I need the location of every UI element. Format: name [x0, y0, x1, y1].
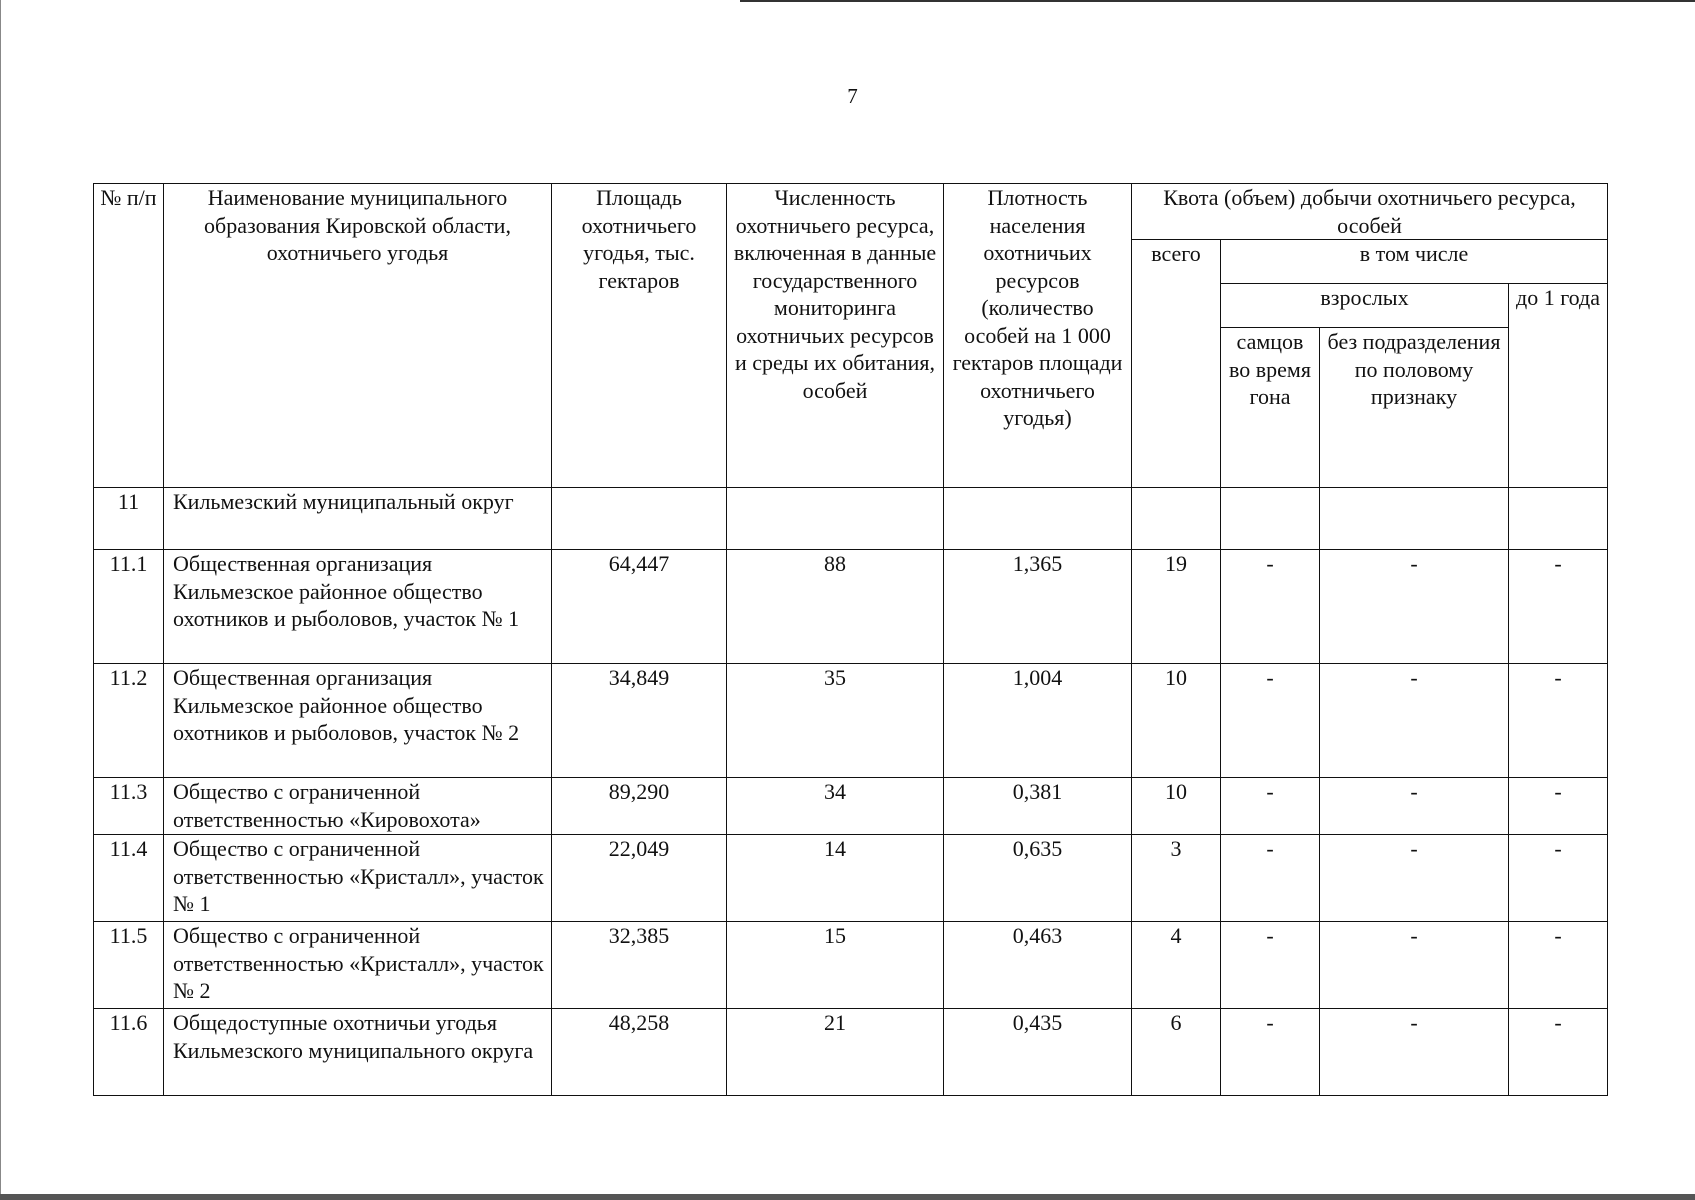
- cell-no-sex: -: [1320, 778, 1509, 835]
- table-row: [94, 835, 1608, 922]
- cell-under-one: -: [1509, 550, 1608, 664]
- cell-count: 35: [727, 664, 944, 778]
- header-area: Площадь охотничьего угодья, тыс. гектаров: [552, 184, 727, 488]
- table-row: [94, 778, 1608, 835]
- cell-no-sex: -: [1320, 1009, 1509, 1096]
- cell-area: 22,049: [552, 835, 727, 922]
- header-total: всего: [1132, 240, 1221, 488]
- cell-males-rut: -: [1221, 835, 1320, 922]
- cell-name: Общественная организация Кильмезское районное общество охотников и рыболовов, участок № 2: [164, 664, 552, 778]
- cell-total: 6: [1132, 1009, 1221, 1096]
- cell-no-sex: -: [1320, 664, 1509, 778]
- cell-count: 88: [727, 550, 944, 664]
- cell-num: 11.5: [94, 922, 164, 1009]
- cell-males-rut: -: [1221, 922, 1320, 1009]
- header-num: № п/п: [94, 184, 164, 488]
- table-row-municipality: [94, 488, 1608, 550]
- cell-density: 0,435: [944, 1009, 1132, 1096]
- cell-count: 15: [727, 922, 944, 1009]
- cell-count: 21: [727, 1009, 944, 1096]
- header-no-sex: без подразделения по половому признаку: [1320, 328, 1509, 488]
- table-row: [94, 1009, 1608, 1096]
- cell-empty: [1509, 488, 1608, 550]
- cell-num: 11.4: [94, 835, 164, 922]
- cell-num: 11.1: [94, 550, 164, 664]
- cell-density: 0,463: [944, 922, 1132, 1009]
- cell-empty: [1132, 488, 1221, 550]
- cell-total: 10: [1132, 664, 1221, 778]
- cell-name: Общество с ограниченной ответственностью «Кристалл», участок № 2: [164, 922, 552, 1009]
- cell-total: 4: [1132, 922, 1221, 1009]
- cell-under-one: -: [1509, 1009, 1608, 1096]
- cell-under-one: -: [1509, 835, 1608, 922]
- cell-name: Общедоступные охотничьи угодья Кильмезского муниципального округа: [164, 1009, 552, 1096]
- cell-count: 14: [727, 835, 944, 922]
- cell-area: 34,849: [552, 664, 727, 778]
- cell-males-rut: -: [1221, 664, 1320, 778]
- header-name: Наименование муниципального образования Кировской области, охотничьего угодья: [164, 184, 552, 488]
- scan-edge-top: [740, 0, 1695, 2]
- cell-empty: [1320, 488, 1509, 550]
- cell-density: 0,381: [944, 778, 1132, 835]
- cell-empty: [1221, 488, 1320, 550]
- cell-males-rut: -: [1221, 550, 1320, 664]
- cell-empty: [944, 488, 1132, 550]
- cell-density: 1,365: [944, 550, 1132, 664]
- cell-under-one: -: [1509, 664, 1608, 778]
- quota-table: [93, 183, 1608, 1096]
- cell-total: 10: [1132, 778, 1221, 835]
- header-including: в том числе: [1221, 240, 1608, 284]
- header-adults: взрослых: [1221, 284, 1509, 328]
- cell-name: Общество с ограниченной ответственностью «Кристалл», участок № 1: [164, 835, 552, 922]
- cell-males-rut: -: [1221, 1009, 1320, 1096]
- page-number: 7: [847, 84, 858, 108]
- cell-under-one: -: [1509, 778, 1608, 835]
- cell-name: Общественная организация Кильмезское районное общество охотников и рыболовов, участок № 1: [164, 550, 552, 664]
- cell-name: Кильмезский муниципальный округ: [164, 488, 552, 550]
- header-males-rut: самцов во время гона: [1221, 328, 1320, 488]
- cell-males-rut: -: [1221, 778, 1320, 835]
- cell-density: 1,004: [944, 664, 1132, 778]
- scan-edge-bottom: [0, 1194, 1695, 1200]
- table-row: [94, 550, 1608, 664]
- cell-area: 32,385: [552, 922, 727, 1009]
- cell-area: 64,447: [552, 550, 727, 664]
- cell-count: 34: [727, 778, 944, 835]
- cell-num: 11.3: [94, 778, 164, 835]
- cell-area: 48,258: [552, 1009, 727, 1096]
- cell-empty: [727, 488, 944, 550]
- header-quota: Квота (объем) добычи охотничьего ресурса, особей: [1132, 184, 1608, 240]
- cell-num: 11.2: [94, 664, 164, 778]
- cell-total: 19: [1132, 550, 1221, 664]
- cell-total: 3: [1132, 835, 1221, 922]
- cell-density: 0,635: [944, 835, 1132, 922]
- table-row: [94, 664, 1608, 778]
- header-count: Численность охотничьего ресурса, включенная в данные государственного мониторинга охотничьих ресурсов и среды их обитания, особей: [727, 184, 944, 488]
- cell-name: Общество с ограниченной ответственностью «Кировохота»: [164, 778, 552, 835]
- cell-no-sex: -: [1320, 835, 1509, 922]
- cell-no-sex: -: [1320, 922, 1509, 1009]
- header-density: Плотность населения охотничьих ресурсов (количество особей на 1 000 гектаров площади охотничьего угодья): [944, 184, 1132, 488]
- table-row: [94, 922, 1608, 1009]
- cell-num: 11.6: [94, 1009, 164, 1096]
- header-under-one: до 1 года: [1509, 284, 1608, 488]
- header-row-1: [94, 184, 1608, 240]
- cell-empty: [552, 488, 727, 550]
- scan-edge-left: [0, 0, 1, 1200]
- cell-num: 11: [94, 488, 164, 550]
- cell-area: 89,290: [552, 778, 727, 835]
- cell-under-one: -: [1509, 922, 1608, 1009]
- cell-no-sex: -: [1320, 550, 1509, 664]
